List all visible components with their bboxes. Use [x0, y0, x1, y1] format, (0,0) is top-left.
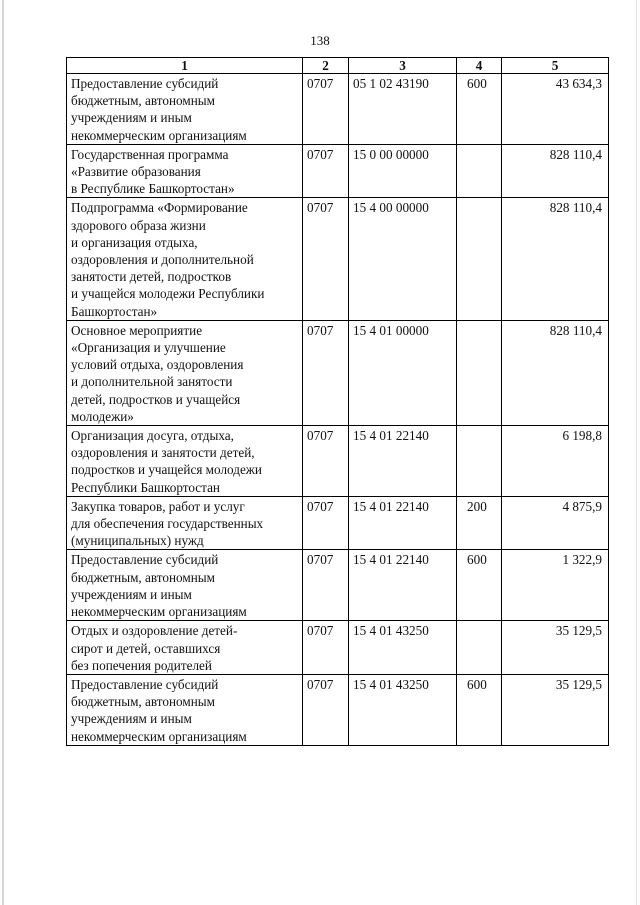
row-name-line: Организация досуга, отдыха, — [71, 428, 234, 444]
scan-edge-right — [636, 0, 637, 905]
row-name-line: Закупка товаров, работ и услуг — [71, 498, 245, 514]
row-type-cell — [457, 621, 502, 675]
header-col-2: 2 — [303, 58, 349, 74]
row-name-line: занятости детей, подростков — [71, 269, 232, 285]
row-name-line: некоммерческим организациям — [71, 728, 247, 744]
row-name-line: оздоровления и дополнительной — [71, 252, 254, 268]
row-name-cell — [67, 144, 303, 198]
row-name-line: оздоровления и занятости детей, — [71, 445, 255, 461]
row-code-cell: 15 4 01 22140 — [349, 426, 457, 497]
row-name-line: Республики Башкортостан — [71, 479, 220, 495]
row-type-cell: 600 — [457, 674, 502, 745]
row-name-line: учреждениям и иным — [71, 110, 192, 126]
row-code-cell: 15 4 01 43250 — [349, 674, 457, 745]
table-row — [67, 74, 609, 145]
header-col-5: 5 — [502, 58, 609, 74]
row-name-line: Предоставление субсидий — [71, 76, 219, 91]
row-name-line: Отдых и оздоровление детей- — [71, 623, 238, 639]
table-row — [67, 550, 609, 621]
row-amount-cell: 828 110,4 — [502, 144, 609, 198]
row-name-cell — [67, 74, 303, 145]
row-type-cell — [457, 144, 502, 198]
row-amount-cell: 4 875,9 — [502, 496, 609, 550]
row-code-cell: 15 4 01 00000 — [349, 320, 457, 425]
row-amount-cell: 6 198,8 — [502, 426, 609, 497]
row-code-cell: 15 0 00 00000 — [349, 144, 457, 198]
row-name-line: без попечения родителей — [71, 657, 212, 673]
row-amount-cell: 828 110,4 — [502, 198, 609, 320]
row-code-cell: 15 4 00 00000 — [349, 198, 457, 320]
row-type-cell — [457, 320, 502, 425]
table-row — [67, 674, 609, 745]
row-type-cell: 600 — [457, 550, 502, 621]
header-col-4: 4 — [457, 58, 502, 74]
row-name-line: Башкортостан» — [71, 303, 158, 319]
row-name-line: «Организация и улучшение — [71, 340, 226, 356]
row-name-line: и учащейся молодежи Республики — [71, 286, 265, 302]
row-name-line: детей, подростков и учащейся — [71, 391, 241, 407]
table-row — [67, 496, 609, 550]
row-name-line: условий отдыха, оздоровления — [71, 357, 244, 373]
row-section-cell: 0707 — [303, 674, 349, 745]
table-row — [67, 144, 609, 198]
row-name-line: Государственная программа — [71, 146, 229, 162]
row-name-line: некоммерческим организациям — [71, 604, 247, 620]
row-name-line: в Республике Башкортостан» — [71, 181, 235, 197]
row-name-line: Предоставление субсидий — [71, 552, 219, 568]
row-name-cell — [67, 320, 303, 425]
row-name-line: подростков и учащейся молодежи — [71, 462, 262, 478]
row-name-line: здорового образа жизни — [71, 217, 206, 233]
row-type-cell — [457, 426, 502, 497]
row-name-cell — [67, 674, 303, 745]
page-number: 138 — [310, 33, 330, 48]
row-name-line: Подпрограмма «Формирование — [71, 200, 248, 216]
row-name-line: Основное мероприятие — [71, 322, 203, 338]
header-row — [67, 58, 609, 74]
row-name-line: бюджетным, автономным — [71, 694, 215, 710]
row-name-line: сирот и детей, оставшихся — [71, 640, 221, 656]
row-name-cell — [67, 621, 303, 675]
row-name-line: бюджетным, автономным — [71, 93, 215, 109]
row-name-line: учреждениям и иным — [71, 586, 192, 602]
row-section-cell: 0707 — [303, 74, 349, 145]
header-col-1: 1 — [67, 58, 303, 74]
row-name-line: и организация отдыха, — [71, 234, 198, 250]
row-type-cell — [457, 198, 502, 320]
row-name-line: молодежи» — [71, 408, 134, 424]
table-row — [67, 198, 609, 320]
row-name-line: и дополнительной занятости — [71, 374, 233, 390]
row-section-cell: 0707 — [303, 621, 349, 675]
row-section-cell: 0707 — [303, 320, 349, 425]
row-name-cell — [67, 426, 303, 497]
row-name-cell — [67, 550, 303, 621]
row-section-cell: 0707 — [303, 198, 349, 320]
row-amount-cell: 35 129,5 — [502, 674, 609, 745]
table-row — [67, 320, 609, 425]
row-type-cell: 200 — [457, 496, 502, 550]
row-name-line: (муниципальных) нужд — [71, 533, 204, 549]
budget-table — [66, 57, 609, 746]
row-name-cell — [67, 198, 303, 320]
row-section-cell: 0707 — [303, 426, 349, 497]
row-name-line: для обеспечения государственных — [71, 516, 264, 532]
row-code-cell: 15 4 01 22140 — [349, 550, 457, 621]
row-name-line: «Развитие образования — [71, 164, 201, 180]
table-row — [67, 426, 609, 497]
row-name-cell — [67, 496, 303, 550]
table-row — [67, 621, 609, 675]
row-code-cell: 05 1 02 43190 — [349, 74, 457, 145]
row-name-line: Предоставление субсидий — [71, 676, 219, 692]
row-section-cell: 0707 — [303, 496, 349, 550]
row-code-cell: 15 4 01 43250 — [349, 621, 457, 675]
row-amount-cell: 1 322,9 — [502, 550, 609, 621]
row-section-cell: 0707 — [303, 550, 349, 621]
row-amount-cell: 43 634,3 — [502, 74, 609, 145]
row-amount-cell: 828 110,4 — [502, 320, 609, 425]
row-amount-cell: 35 129,5 — [502, 621, 609, 675]
row-name-line: бюджетным, автономным — [71, 569, 215, 585]
row-name-line: учреждениям и иным — [71, 711, 192, 727]
row-type-cell: 600 — [457, 74, 502, 145]
row-code-cell: 15 4 01 22140 — [349, 496, 457, 550]
row-name-line: некоммерческим организациям — [71, 127, 247, 143]
header-col-3: 3 — [349, 58, 457, 74]
row-section-cell: 0707 — [303, 144, 349, 198]
scan-edge-left — [2, 0, 4, 905]
